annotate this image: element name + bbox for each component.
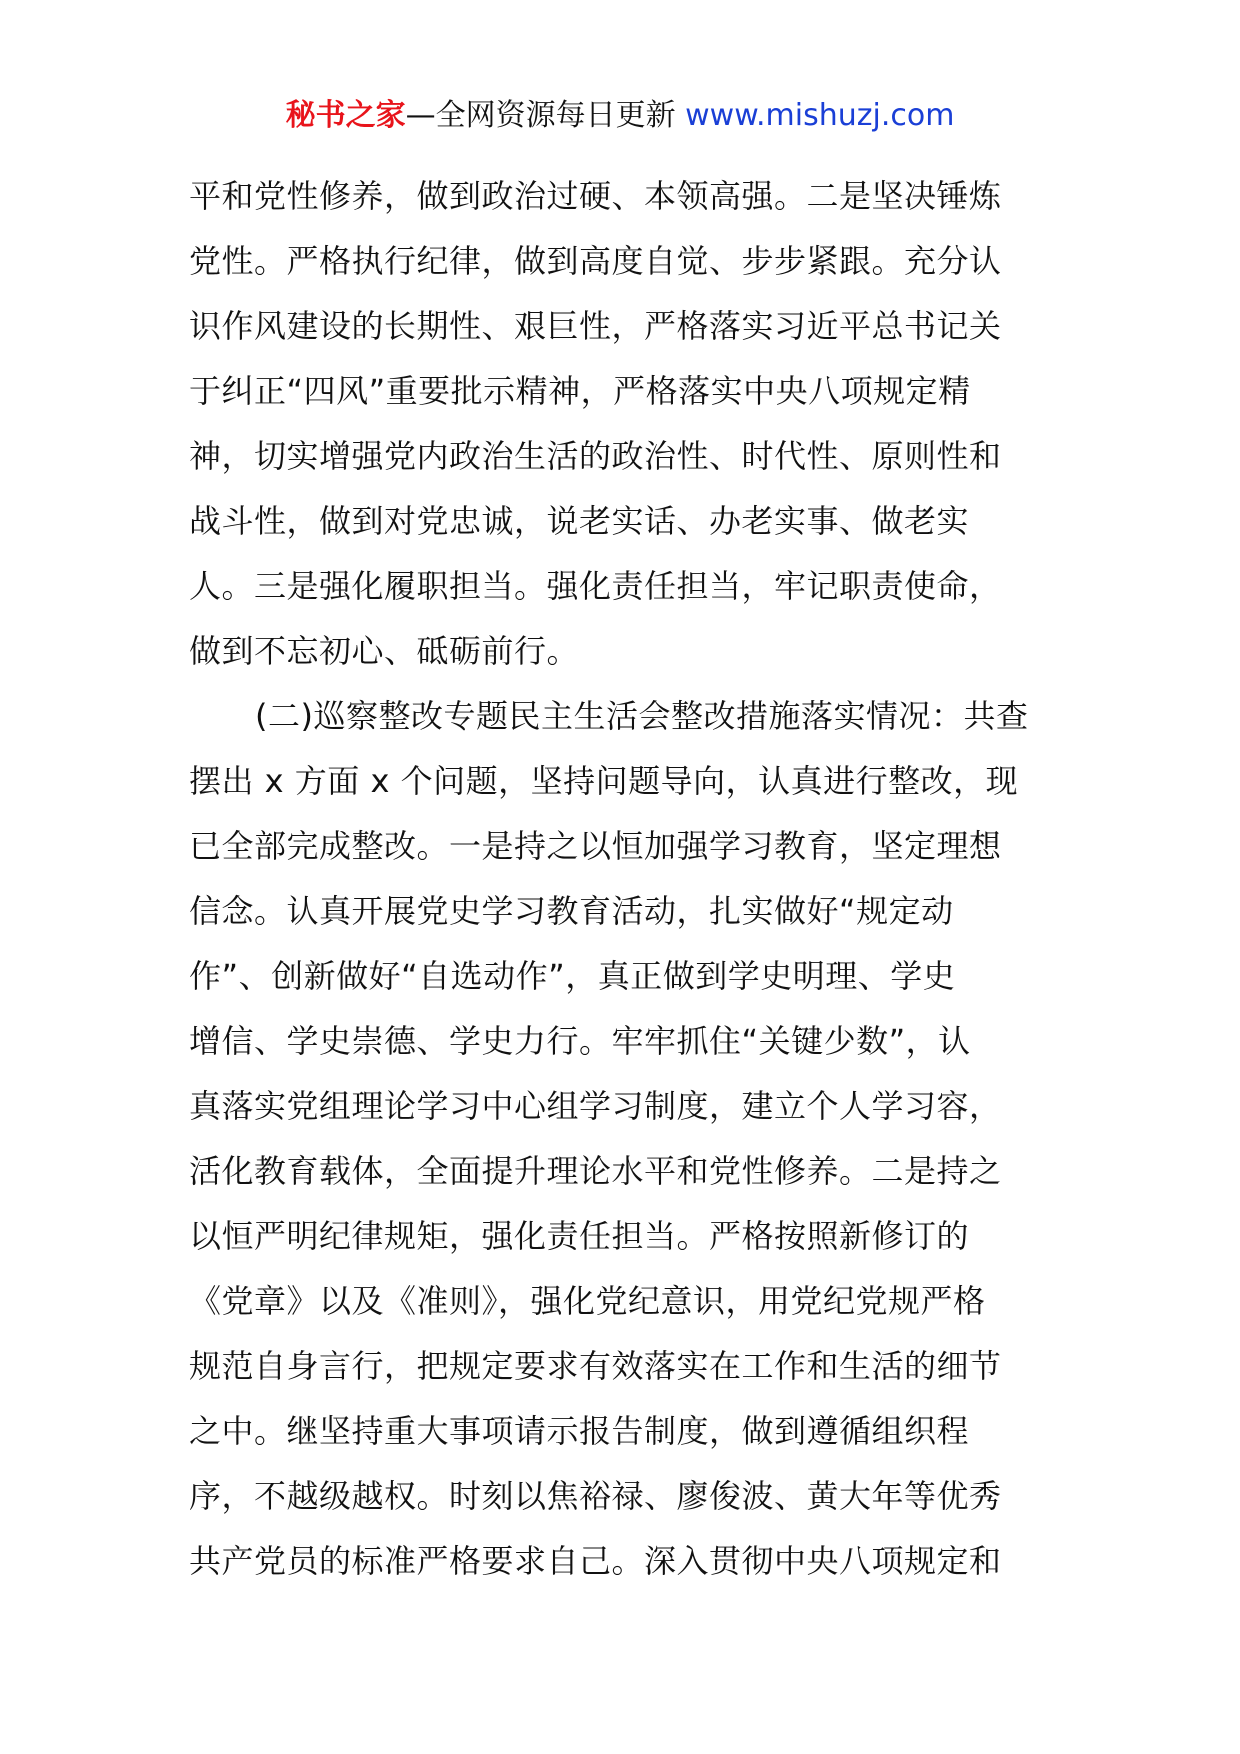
text-line: 之中。继坚持重大事项请示报告制度，做到遵循组织程 — [189, 1412, 970, 1450]
brand-name: 秘书之家 — [285, 98, 406, 133]
text-line: 增信、学史崇德、学史力行。牢牢抓住“关键少数”，认 — [189, 1022, 971, 1060]
text-line: 摆出 x 方面 x 个问题，坚持问题导向，认真进行整改，现 — [189, 762, 1019, 800]
text-line: 做到不忘初心、砥砺前行。 — [189, 632, 580, 670]
text-line: 平和党性修养，做到政治过硬、本领高强。二是坚决锤炼 — [189, 177, 1002, 215]
text-line: 真落实党组理论学习中心组学习制度，建立个人学习容， — [189, 1087, 1002, 1125]
text-line: 序，不越级越权。时刻以焦裕禄、廖俊波、黄大年等优秀 — [189, 1477, 1002, 1515]
text-line: 神，切实增强党内政治生活的政治性、时代性、原则性和 — [189, 437, 1002, 475]
text-line: 识作风建设的长期性、艰巨性，严格落实习近平总书记关 — [189, 307, 1002, 345]
text-line: 于纠正“四风”重要批示精神，严格落实中央八项规定精 — [189, 372, 971, 410]
text-line: 信念。认真开展党史学习教育活动，扎实做好“规定动 — [189, 892, 954, 930]
text-line: 以恒严明纪律规矩，强化责任担当。严格按照新修订的 — [189, 1217, 970, 1255]
text-line: 共产党员的标准严格要求自己。深入贯彻中央八项规定和 — [189, 1542, 1002, 1580]
header-tagline: —全网资源每日更新 — [405, 98, 676, 133]
text-line: 活化教育载体，全面提升理论水平和党性修养。二是持之 — [189, 1152, 1002, 1190]
paragraph-start-line: (二)巡察整改专题民主生活会整改措施落实情况：共查 — [255, 697, 1029, 735]
text-line: 人。三是强化履职担当。强化责任担当，牢记职责使命， — [189, 567, 1002, 605]
text-line: 作”、创新做好“自选动作”，真正做到学史明理、学史 — [189, 957, 956, 995]
document-body — [189, 164, 1069, 1594]
text-line: 战斗性，做到对党忠诚，说老实话、办老实事、做老实 — [189, 502, 970, 540]
text-line: 规范自身言行，把规定要求有效落实在工作和生活的细节 — [189, 1347, 1002, 1385]
site-url-link[interactable]: www.mishuzj.com — [685, 98, 955, 133]
text-line: 党性。严格执行纪律，做到高度自觉、步步紧跟。充分认 — [189, 242, 1002, 280]
site-header — [0, 96, 1240, 136]
text-line: 已全部完成整改。一是持之以恒加强学习教育，坚定理想 — [189, 827, 1002, 865]
text-line: 《党章》以及《准则》，强化党纪意识，用党纪党规严格 — [189, 1282, 986, 1320]
